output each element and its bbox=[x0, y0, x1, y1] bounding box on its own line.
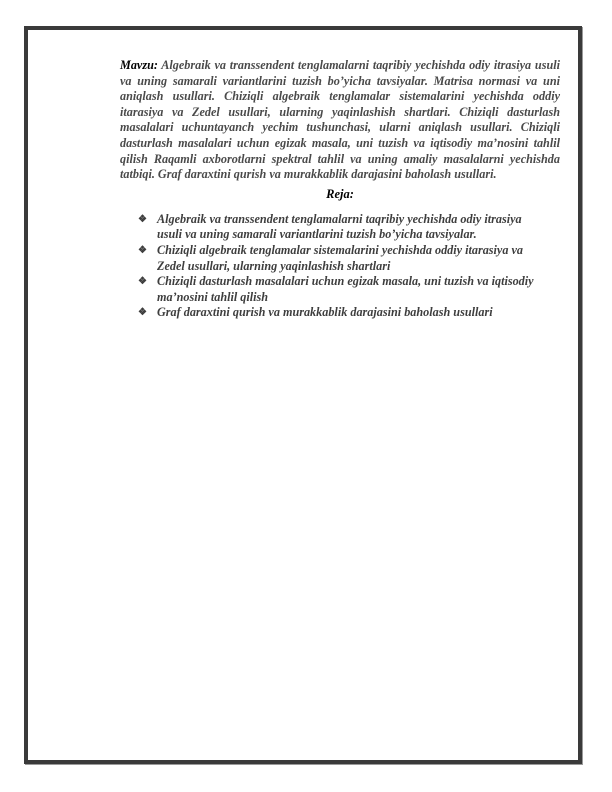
topic-paragraph bbox=[120, 58, 560, 183]
plan-title: Reja: bbox=[326, 186, 354, 201]
diamond-bullet-icon: ❖ bbox=[138, 244, 147, 256]
plan-item-text: Chiziqli algebraik tenglamalar sistemalarini yechishda oddiy itarasiya va Zedel usullari, ularning yaqinlashish shartlari bbox=[157, 242, 523, 273]
plan-item bbox=[120, 243, 542, 274]
plan-item bbox=[120, 212, 542, 243]
topic-text: Algebraik va transsendent tenglamalarni taqribiy yechishda odiy itrasiya usuli va uning samarali variantlarini tuzish bo’yicha tavsiyalar. Matrisa normasi va uni aniqlash usullari. Chiziqli algebraik tenglamalar sistemalarini yechishda oddiy itarasiya va Zedel usullari, ularning yaqinlashish shartlari. Chiziqli dasturlash masalalari uchuntayanch yechim tushunchasi, ularni aniqlash usullari. Chiziqli dasturlash masalalari uchun egizak masala, uni tuzish va iqtisodiy ma’nosini tahlil qilish Raqamli axborotlarni spektral tahlil va uning amaliy masalalarni yechishda tatbiqi. Graf daraxtini qurish va murakkablik darajasini baholash usullari. bbox=[120, 58, 560, 182]
diamond-bullet-icon: ❖ bbox=[138, 307, 147, 319]
plan-item bbox=[120, 305, 542, 321]
diamond-bullet-icon: ❖ bbox=[138, 213, 147, 225]
plan-item bbox=[120, 274, 542, 305]
plan-item-text: Chiziqli dasturlash masalalari uchun egizak masala, uni tuzish va iqtisodiy ma’nosini tahlil qilish bbox=[157, 274, 534, 304]
plan-list bbox=[120, 212, 560, 321]
plan-item-text: Algebraik va transsendent tenglamalarni taqribiy yechishda odiy itrasiya usuli va uning samarali variantlarini tuzish bo’yicha tavsiyalar. bbox=[157, 211, 522, 242]
diamond-bullet-icon: ❖ bbox=[138, 276, 147, 288]
document-content bbox=[120, 58, 560, 321]
plan-item-text: Graf daraxtini qurish va murakkablik darajasini baholash usullari bbox=[157, 305, 493, 320]
topic-label: Mavzu: bbox=[120, 58, 158, 72]
